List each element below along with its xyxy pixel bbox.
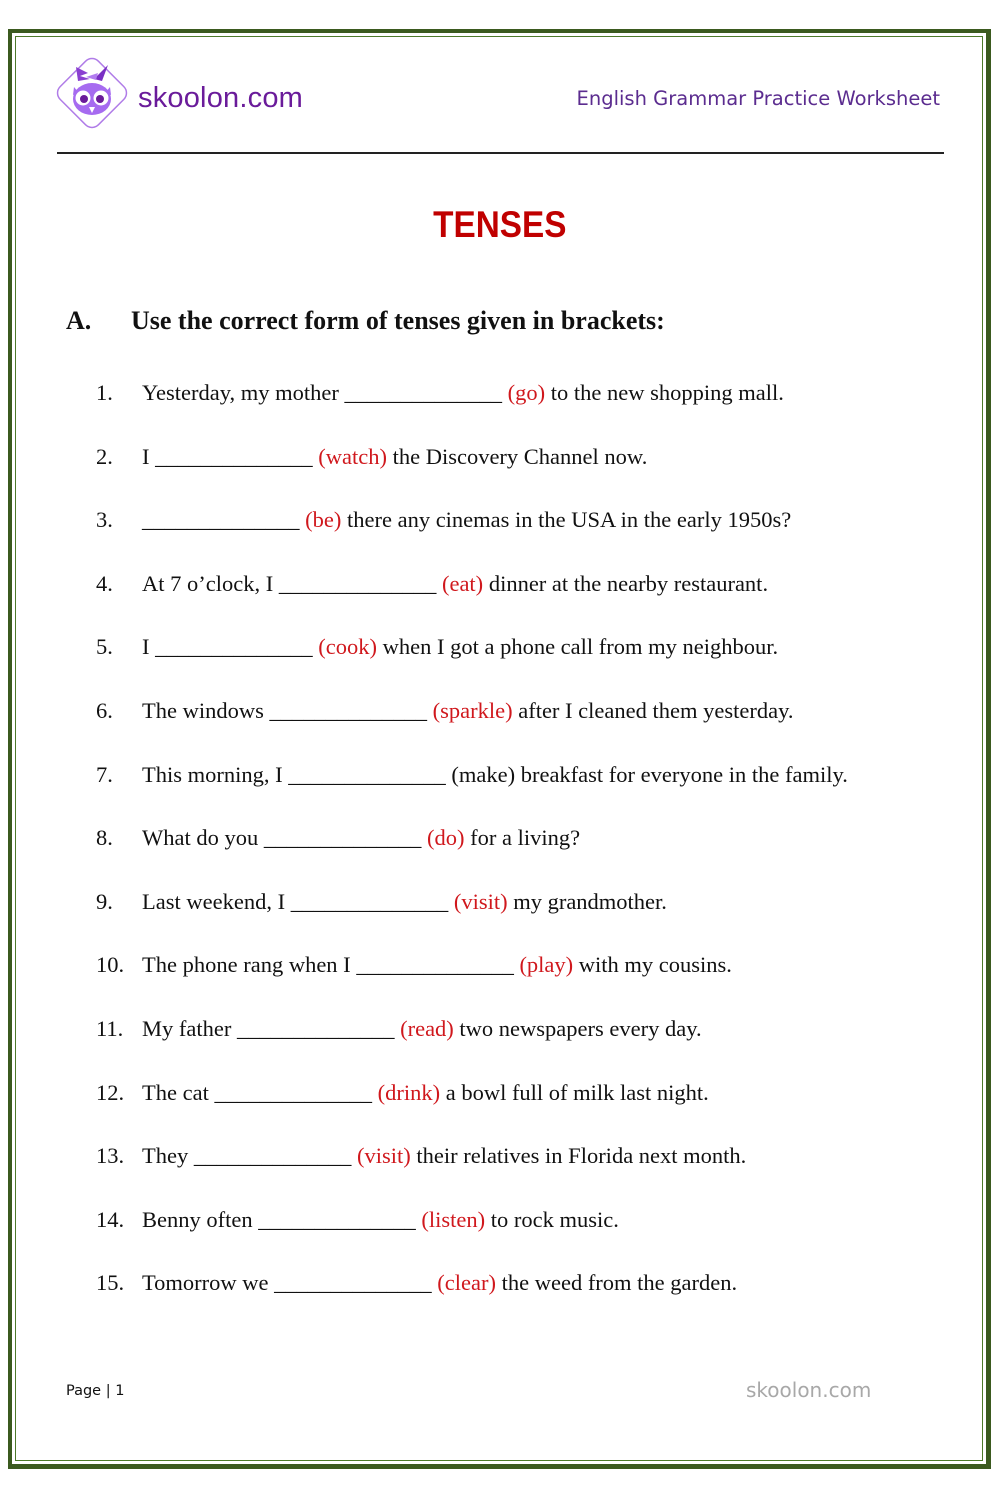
section-letter: A. <box>66 306 92 335</box>
question-text-after: with my cousins. <box>573 952 732 978</box>
verb-hint: (visit) <box>453 888 508 914</box>
question-number: 6. <box>96 697 113 723</box>
verb-hint: (play) <box>519 952 574 978</box>
verb-hint: (listen) <box>421 1206 486 1232</box>
answer-blank[interactable]: ______________ <box>290 888 449 914</box>
worksheet-tagline: English Grammar Practice Worksheet <box>576 87 940 110</box>
section-instruction: Use the correct form of tenses given in brackets: <box>131 306 665 335</box>
question-text-before: I <box>142 634 156 660</box>
question-item <box>96 567 848 631</box>
answer-blank[interactable]: ______________ <box>269 697 427 723</box>
question-item <box>96 694 848 758</box>
answer-blank[interactable]: ______________ <box>258 1206 416 1232</box>
question-text-after: to rock music. <box>485 1206 619 1232</box>
question-item <box>96 440 848 504</box>
answer-blank[interactable]: ______________ <box>193 1143 352 1169</box>
question-text-before: Last weekend, I <box>142 888 291 914</box>
footer-brand: skoolon.com <box>746 1378 872 1402</box>
verb-hint: (watch) <box>318 443 387 469</box>
question-text-after: a bowl full of milk last night. <box>440 1079 709 1105</box>
question-number: 14. <box>96 1206 125 1232</box>
question-text-after: for a living? <box>464 825 581 851</box>
answer-blank[interactable]: ______________ <box>288 761 446 787</box>
verb-hint: (visit) <box>356 1143 411 1169</box>
question-text-after: the weed from the garden. <box>495 1270 738 1296</box>
question-item <box>96 948 848 1012</box>
question-text-before: At 7 o’clock, I <box>142 570 279 596</box>
question-item <box>96 376 848 440</box>
question-text-after: to the new shopping mall. <box>545 380 784 405</box>
question-text-before: Yesterday, my mother <box>142 380 345 405</box>
verb-hint: (clear) <box>437 1270 496 1296</box>
question-text-after: their relatives in Florida next month. <box>410 1143 747 1169</box>
answer-blank[interactable]: ______________ <box>344 380 502 405</box>
worksheet-title: TENSES <box>433 204 567 245</box>
verb-hint: (cook) <box>318 634 377 660</box>
question-number: 13. <box>96 1143 125 1169</box>
section-heading <box>66 306 665 336</box>
question-number: 12. <box>96 1079 125 1105</box>
question-text-after: the Discovery Channel now. <box>386 443 648 469</box>
question-item <box>96 1076 848 1140</box>
question-number: 2. <box>96 443 113 469</box>
verb-hint: (be) <box>305 507 342 533</box>
question-item <box>96 630 848 694</box>
question-item <box>96 821 848 885</box>
question-number: 7. <box>96 761 113 787</box>
header-divider <box>57 152 944 154</box>
answer-blank[interactable]: ______________ <box>278 570 437 596</box>
verb-hint: (sparkle) <box>432 697 513 723</box>
question-text-after: when I got a phone call from my neighbour. <box>376 634 779 660</box>
question-text-before: Benny often <box>142 1206 259 1232</box>
verb-hint: (read) <box>400 1015 454 1041</box>
question-text-before: This morning, I <box>142 761 289 787</box>
answer-blank[interactable]: ______________ <box>214 1079 372 1105</box>
question-text-before: The phone rang when I <box>142 952 357 978</box>
question-number: 9. <box>96 888 113 914</box>
question-text-before: They <box>142 1143 194 1169</box>
question-item <box>96 1012 848 1076</box>
verb-hint: (eat) <box>441 570 484 596</box>
answer-blank[interactable]: ______________ <box>155 634 313 660</box>
owl-logo-icon <box>52 53 132 133</box>
question-number: 10. <box>96 952 125 978</box>
question-number: 5. <box>96 634 113 660</box>
question-item <box>96 1266 848 1330</box>
question-item <box>96 758 848 822</box>
question-text-after: two newspapers every day. <box>453 1015 702 1041</box>
question-text-before: What do you <box>142 825 264 851</box>
page-number: Page | 1 <box>66 1383 125 1399</box>
answer-blank[interactable]: ______________ <box>155 443 313 469</box>
question-text-before: The cat <box>142 1079 215 1105</box>
question-number: 4. <box>96 570 113 596</box>
question-text-after: there any cinemas in the USA in the early 1950s? <box>341 507 792 533</box>
question-number: 15. <box>96 1270 125 1296</box>
verb-hint: (do) <box>426 825 465 851</box>
question-text-after: breakfast for everyone in the family. <box>515 761 848 787</box>
answer-blank[interactable]: ______________ <box>236 1015 395 1041</box>
answer-blank[interactable]: ______________ <box>263 825 422 851</box>
question-number: 11. <box>96 1015 124 1041</box>
question-item <box>96 885 848 949</box>
answer-blank[interactable]: ______________ <box>274 1270 432 1296</box>
brand-name: skoolon.com <box>138 82 303 114</box>
question-number: 8. <box>96 825 113 851</box>
question-item <box>96 503 848 567</box>
question-text-before: I <box>142 443 156 469</box>
answer-blank[interactable]: ______________ <box>142 507 300 533</box>
question-item <box>96 1203 848 1267</box>
question-text-after: dinner at the nearby restaurant. <box>483 570 769 596</box>
question-number: 1. <box>96 380 113 405</box>
question-text-before: My father <box>142 1015 237 1041</box>
question-text-before: The windows <box>142 697 270 723</box>
answer-blank[interactable]: ______________ <box>356 952 514 978</box>
question-item <box>96 1139 848 1203</box>
verb-hint: (drink) <box>377 1079 441 1105</box>
question-text-after: my grandmother. <box>507 888 667 914</box>
question-number: 3. <box>96 507 113 533</box>
question-list <box>96 376 848 1330</box>
question-text-before: Tomorrow we <box>142 1270 275 1296</box>
verb-hint: (make) <box>451 761 516 787</box>
question-text-after: after I cleaned them yesterday. <box>512 697 794 723</box>
verb-hint: (go) <box>507 380 546 405</box>
